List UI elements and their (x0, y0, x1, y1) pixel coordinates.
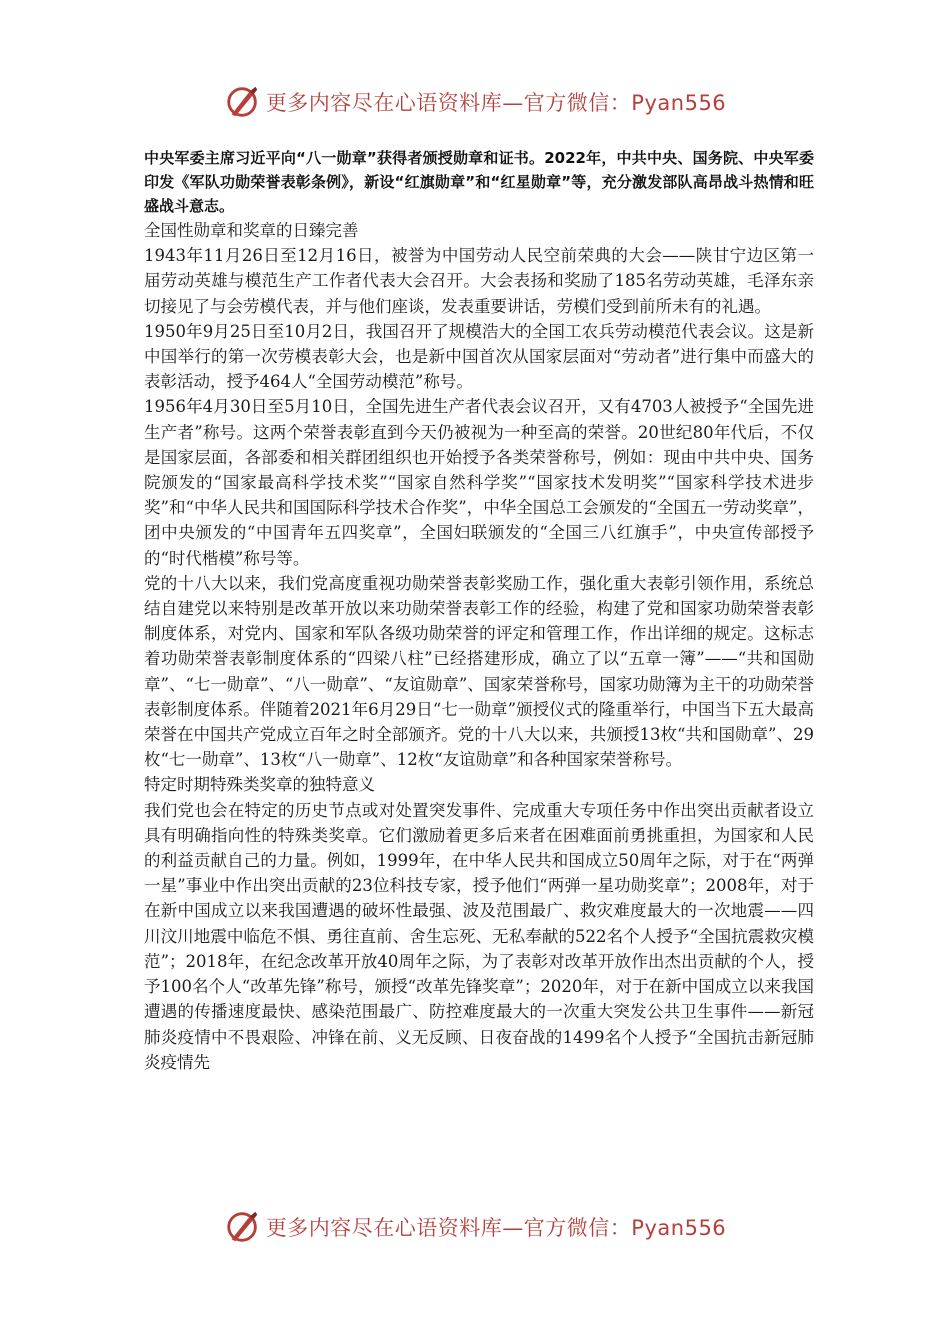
paragraph-1: 1943年11月26日至12月16日，被誉为中国劳动人民空前荣典的大会——陕甘宁边区第一届劳动英雄与模范生产工作者代表大会召开。大会表扬和奖励了185名劳动英雄，毛泽东亲切接见了与会劳模代表，并与他们座谈，发表重要讲话，劳模们受到前所未有的礼遇。 (144, 246, 814, 316)
banner-text[interactable]: 更多内容尽在心语资料库—官方微信：Pyan556 (265, 1216, 727, 1240)
paragraph-4: 党的十八大以来，我们党高度重视功勋荣誉表彰奖励工作，强化重大表彰引领作用，系统总结自建党以来特别是改革开放以来功勋荣誉表彰工作的经验，构建了党和国家功勋荣誉表彰制度体系，对党内、国家和军队各级功勋荣誉的评定和管理工作，作出详细的规定。这标志着功勋荣誉表彰制度体系的“四梁八柱”已经搭建形成，确立了以“五章一簿”——“共和国勋章”、“七一勋章”、“八一勋章”、“友谊勋章”、国家荣誉称号，国家功勋簿为主干的功勋荣誉表彰制度体系。伴随着2021年6月29日“七一勋章”颁授仪式的隆重举行，中国当下五大最高荣誉在中国共产党成立百年之时全部颁齐。党的十八大以来，共颁授13枚“共和国勋章”、29枚“七一勋章”、13枚“八一勋章”、12枚“友谊勋章”和各种国家荣誉称号。 (144, 573, 814, 770)
banner-text[interactable]: 更多内容尽在心语资料库—官方微信：Pyan556 (265, 91, 727, 115)
section-heading-1: 全国性勋章和奖章的日臻完善 (144, 221, 359, 240)
section-heading-2: 特定时期特殊类奖章的独特意义 (144, 775, 375, 795)
pen-logo-icon (224, 83, 262, 121)
paragraph-3: 1956年4月30日至5月10日，全国先进生产者代表会议召开，又有4703人被授予“全国先进生产者”称号。这两个荣誉表彰直到今天仍被视为一种至高的荣誉。20世纪80年代后，不仅是国家层面，各部委和相关群团组织也开始授予各类荣誉称号，例如：现由中共中央、国务院颁发的“国家最高科学技术奖”“国家自然科学奖”“国家技术发明奖”“国家科学技术进步奖”和“中华人民共和国国际科学技术合作奖”，中华全国总工会颁发的“全国五一劳动奖章”，团中央颁发的“中国青年五四奖章”，全国妇联颁发的“全国三八红旗手”，中央宣传部授予的“时代楷模”称号等。 (144, 397, 814, 568)
header-banner (0, 82, 950, 122)
article-body (144, 146, 814, 1075)
intro-paragraph: 中央军委主席习近平向“八一勋章”获得者颁授勋章和证书。2022年，中共中央、国务院、中央军委印发《军队功勋荣誉表彰条例》，新设“红旗勋章”和“红星勋章”等，充分激发部队高昂战斗热情和旺盛战斗意志。 (144, 149, 814, 215)
pen-logo-icon (224, 1208, 262, 1246)
paragraph-5: 我们党也会在特定的历史节点或对处置突发事件、完成重大专项任务中作出突出贡献者设立具有明确指向性的特殊类奖章。它们激励着更多后来者在困难面前勇挑重担，为国家和人民的利益贡献自己的力量。例如，1999年，在中华人民共和国成立50周年之际，对于在“两弹一星”事业中作出突出贡献的23位科技专家，授予他们“两弹一星功勋奖章”；2008年，对于在新中国成立以来我国遭遇的破坏性最强、波及范围最广、救灾难度最大的一次地震——四川汶川地震中临危不惧、勇往直前、舍生忘死、无私奉献的522名个人授予“全国抗震救灾模范”；2018年，在纪念改革开放40周年之际，为了表彰对改革开放作出杰出贡献的个人，授予100名个人“改革先锋”称号，颁授“改革先锋奖章”；2020年，对于在新中国成立以来我国遭遇的传播速度最快、感染范围最广、防控难度最大的一次重大突发公共卫生事件——新冠肺炎疫情中不畏艰险、冲锋在前、义无反顾、日夜奋战的1499名个人授予“全国抗击新冠肺炎疫情先 (144, 800, 814, 1072)
footer-banner (0, 1207, 950, 1247)
paragraph-2: 1950年9月25日至10月2日，我国召开了规模浩大的全国工农兵劳动模范代表会议。这是新中国举行的第一次劳模表彰大会，也是新中国首次从国家层面对“劳动者”进行集中而盛大的表彰活动，授予464人“全国劳动模范”称号。 (144, 321, 814, 392)
